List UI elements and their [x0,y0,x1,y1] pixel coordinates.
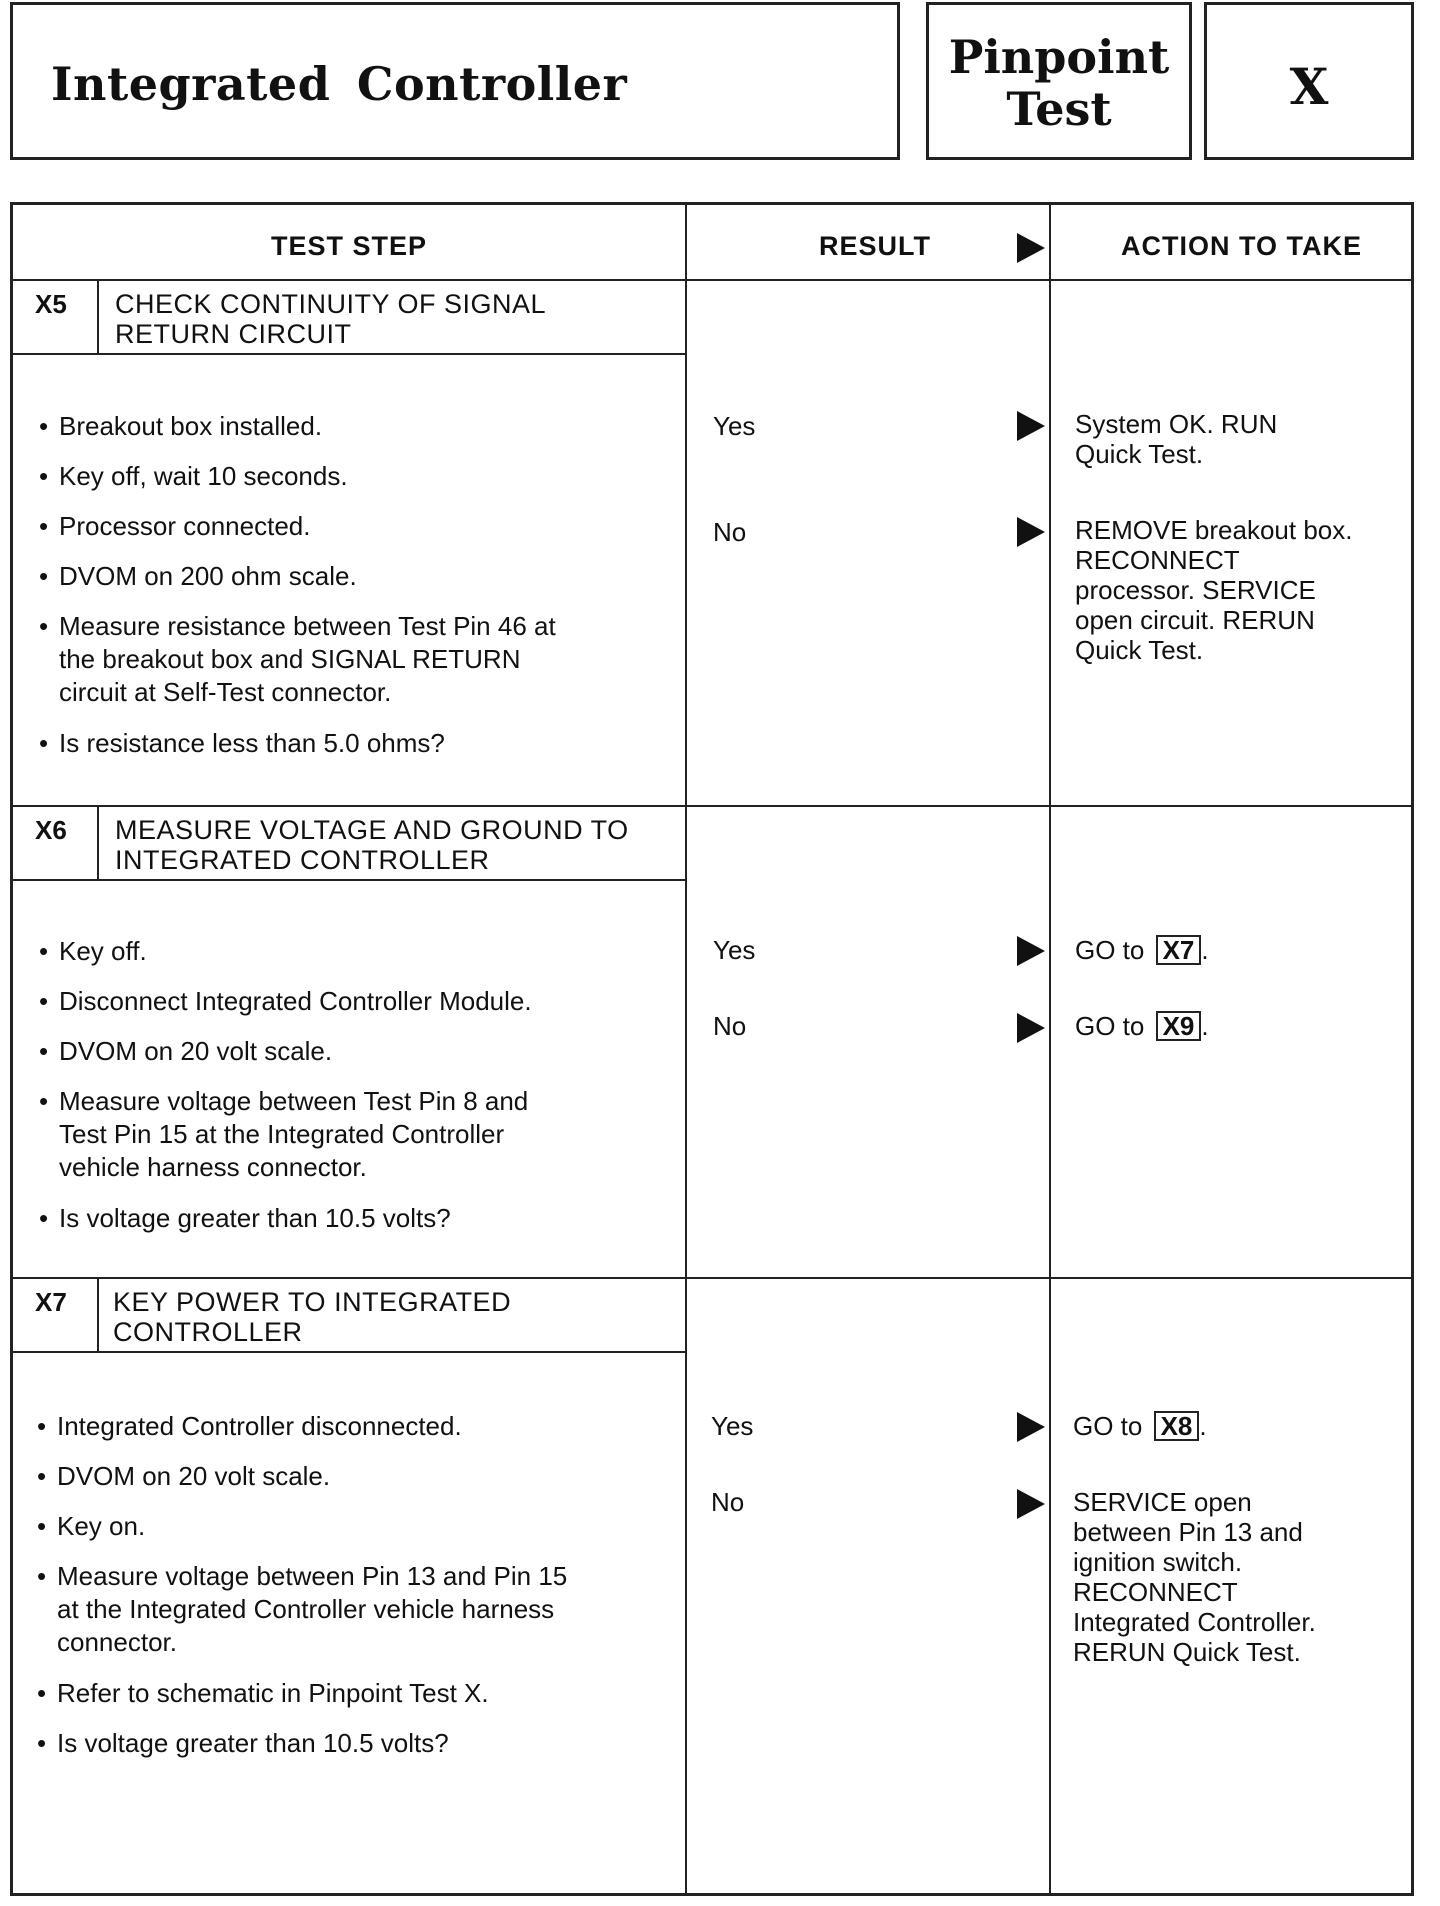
step-id: X6 [35,815,67,845]
action-text: REMOVE breakout box. RECONNECT processor. SERVICE open circuit. RERUN Quick Test. [1075,515,1353,665]
pinpoint-label-line2: Test [1006,82,1112,136]
list-item: • Processor connected. [39,511,311,541]
pinpoint-test-label [929,31,1189,135]
arrow-right-icon [1017,1489,1045,1519]
list-item: • Is voltage greater than 10.5 volts? [37,1728,449,1758]
list-item: • Key off. [39,936,147,966]
step-id: X5 [35,289,67,319]
step-id-divider [97,279,99,353]
step-title-divider [13,1351,685,1353]
page-title: Integrated Controller [51,57,628,111]
list-item: • Key on. [37,1511,146,1541]
header-result: RESULT [819,231,931,261]
pinpoint-test-box [926,2,1192,160]
result-no: No [713,517,747,547]
step-title-line: CONTROLLER [113,1317,303,1347]
section-divider [13,805,1411,807]
list-item: • DVOM on 200 ohm scale. [39,561,357,591]
list-item: • DVOM on 20 volt scale. [37,1461,331,1491]
arrow-right-icon [1017,1412,1045,1442]
list-item: • Measure voltage between Pin 13 and Pin 15 at the Integrated Controller vehicle harness connector. [37,1561,568,1657]
section-divider [13,1277,1411,1279]
test-letter-box [1204,2,1414,160]
arrow-right-icon [1017,936,1045,966]
step-reference-x7: X7 [1156,935,1202,965]
arrow-right-icon [1017,411,1045,441]
action-text: GO to X9 . [1075,1011,1209,1041]
arrow-right-icon [1017,517,1045,547]
list-item: • Refer to schematic in Pinpoint Test X. [37,1678,489,1708]
result-yes: Yes [713,411,756,441]
action-text: SERVICE open between Pin 13 and ignition switch. RECONNECT Integrated Controller. RERUN Quick Test. [1073,1487,1316,1667]
step-title [113,1287,511,1347]
pinpoint-label-line1: Pinpoint [948,30,1170,84]
result-no: No [713,1011,747,1041]
action-text: GO to X8 . [1073,1411,1207,1441]
step-id: X7 [35,1287,67,1317]
title-box [10,2,900,160]
list-item: • DVOM on 20 volt scale. [39,1036,333,1066]
column-divider [1049,205,1051,1893]
arrow-right-icon [1017,1013,1045,1043]
step-title-line: CHECK CONTINUITY OF SIGNAL [115,289,547,319]
list-item: • Disconnect Integrated Controller Module. [39,986,532,1016]
action-text: System OK. RUN Quick Test. [1075,409,1278,469]
step-reference-x9: X9 [1156,1011,1202,1041]
list-item: • Key off, wait 10 seconds. [39,461,348,491]
step-title-line: INTEGRATED CONTROLLER [115,845,490,875]
step-id-divider [97,805,99,879]
header-divider [13,279,1411,281]
step-title [115,815,629,875]
step-title-line: MEASURE VOLTAGE AND GROUND TO [115,815,629,845]
list-item: • Integrated Controller disconnected. [37,1411,462,1441]
list-item: • Measure resistance between Test Pin 46 at the breakout box and SIGNAL RETURN circuit at Self-Test connector. [39,611,556,707]
step-title-divider [13,879,685,881]
step-title-line: KEY POWER TO INTEGRATED [113,1287,512,1317]
step-title-line: RETURN CIRCUIT [115,319,352,349]
list-item: • Measure voltage between Test Pin 8 and Test Pin 15 at the Integrated Controller vehicle harness connector. [39,1086,529,1182]
result-yes: Yes [711,1411,754,1441]
list-item: • Is resistance less than 5.0 ohms? [39,728,445,758]
pinpoint-table [10,202,1414,1896]
step-id-divider [97,1277,99,1351]
list-item: • Is voltage greater than 10.5 volts? [39,1203,451,1233]
header-test-step: TEST STEP [271,231,428,261]
list-item: • Breakout box installed. [39,411,323,441]
column-divider [685,205,687,1893]
test-letter: X [1289,57,1329,116]
arrow-right-icon [1017,233,1045,263]
result-no: No [711,1487,745,1517]
step-reference-x8: X8 [1154,1411,1200,1441]
action-text: GO to X7 . [1075,935,1209,965]
step-title-divider [13,353,685,355]
header-action: ACTION TO TAKE [1121,231,1362,261]
step-title [115,289,546,349]
result-yes: Yes [713,935,756,965]
